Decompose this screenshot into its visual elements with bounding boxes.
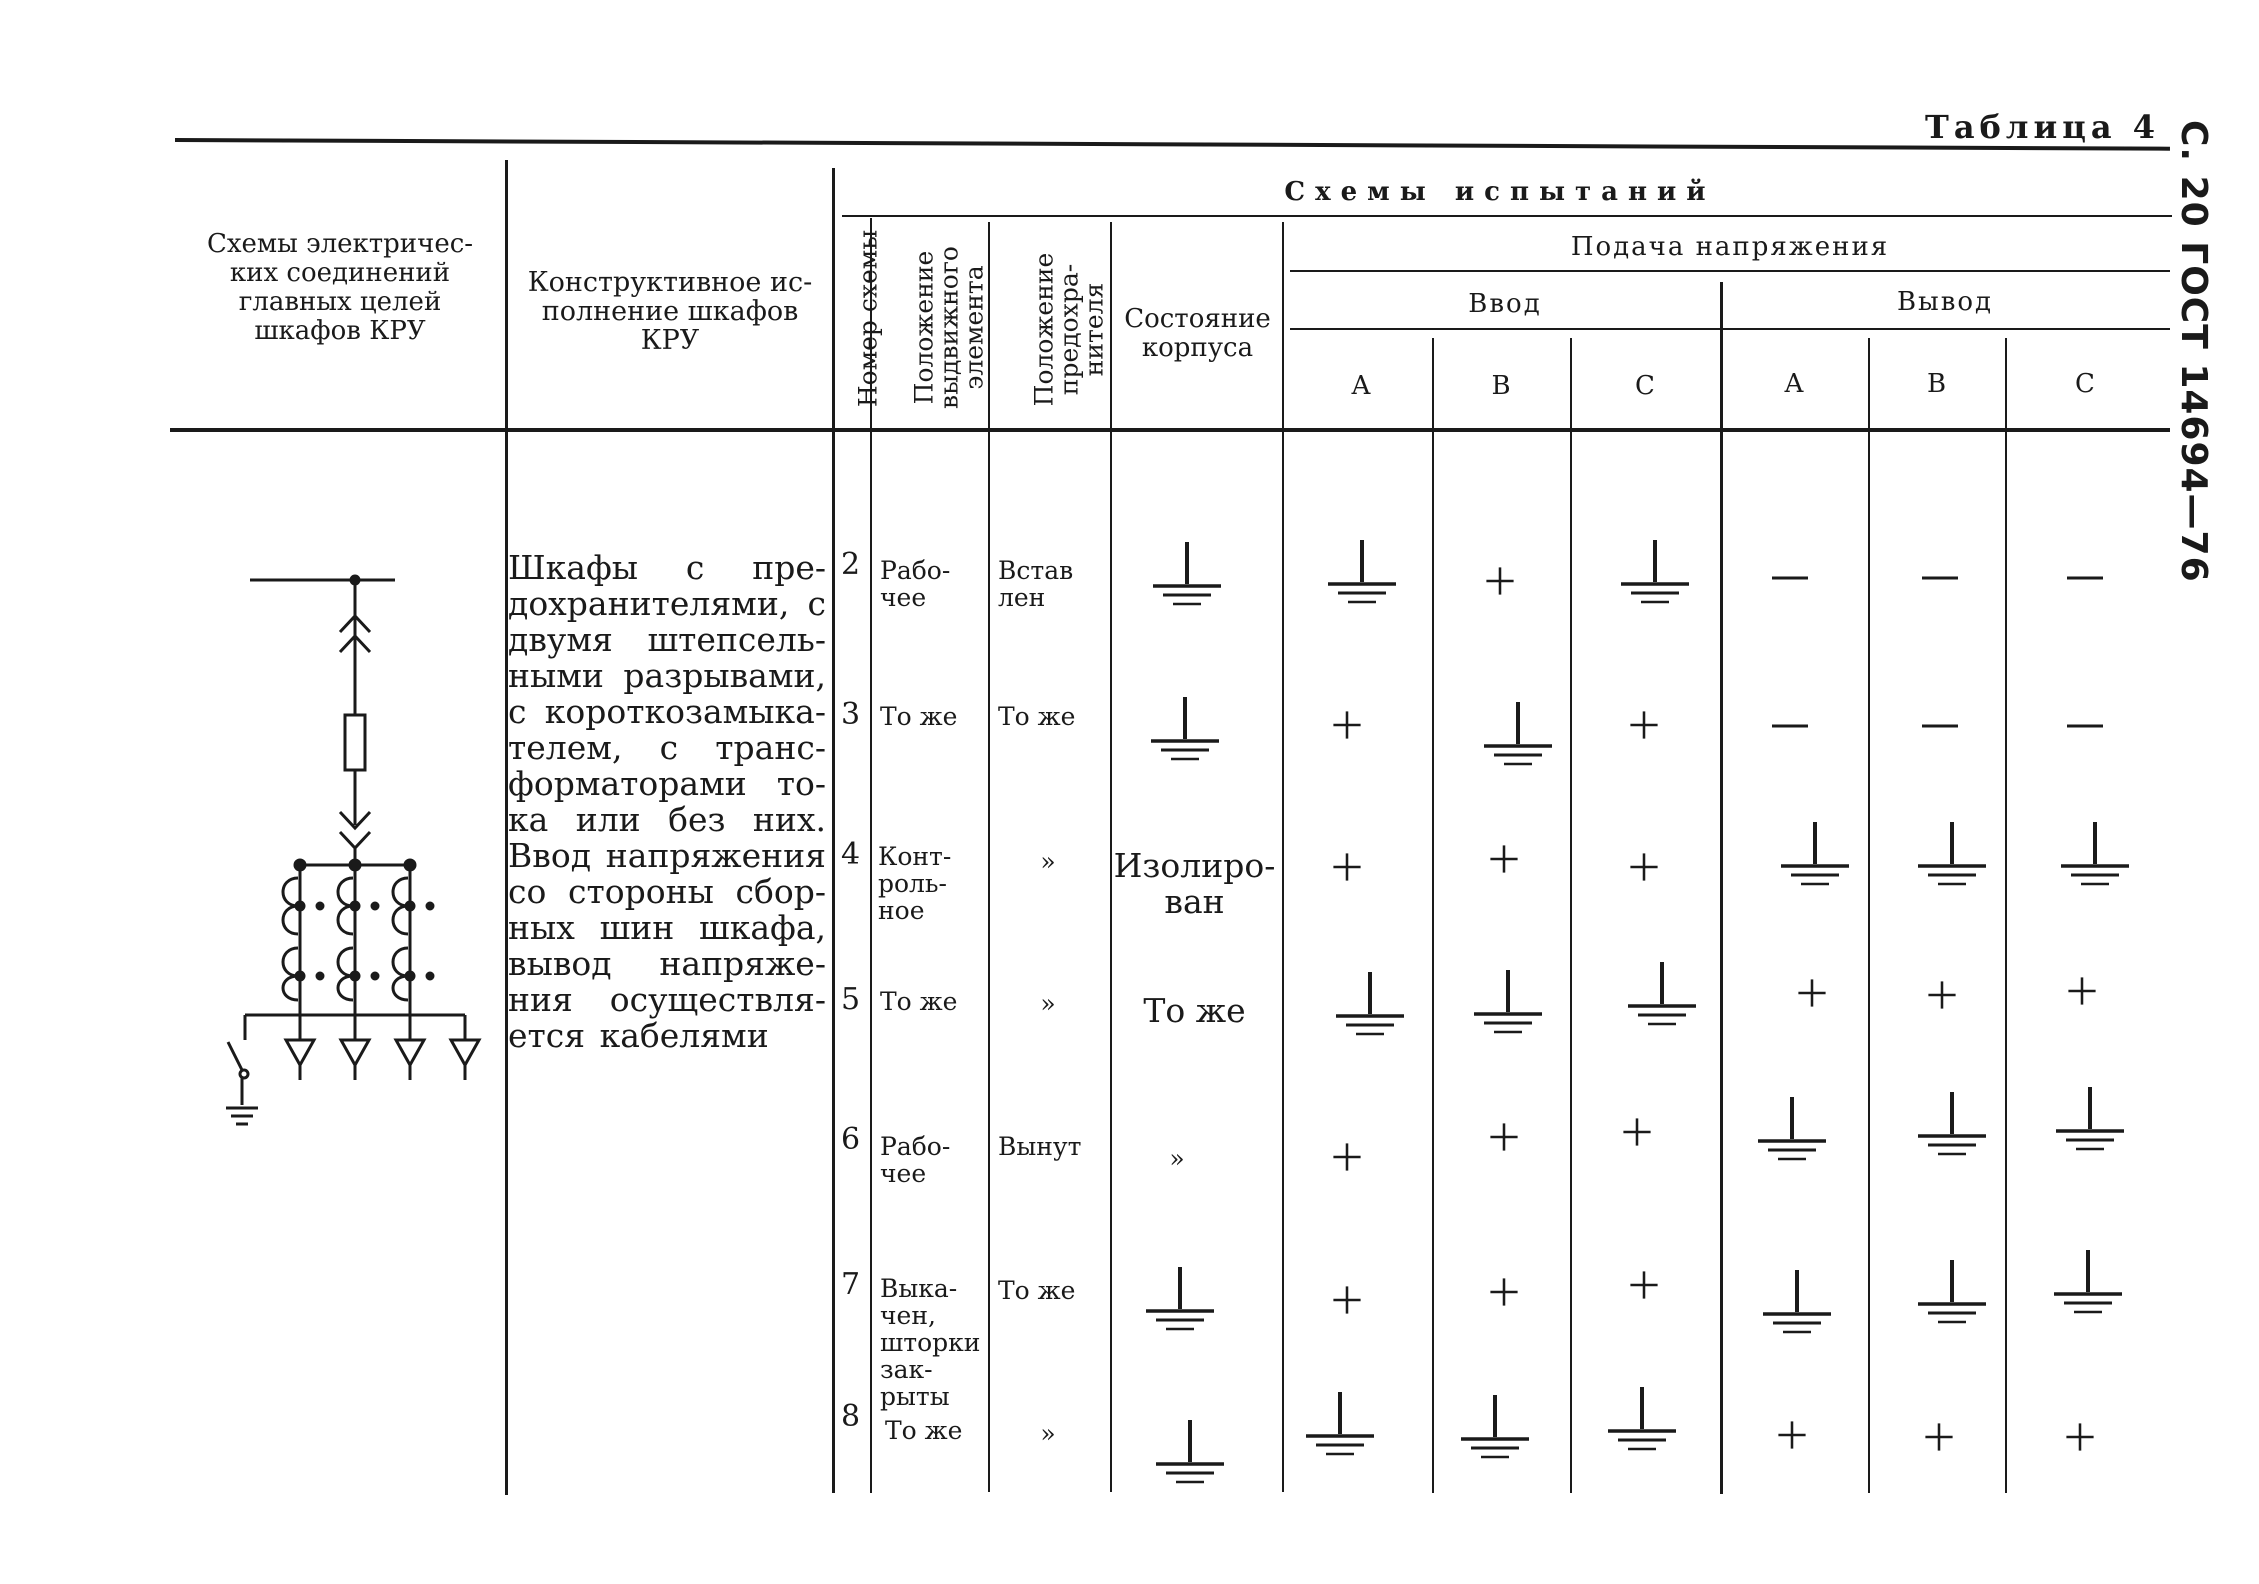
row-7-housing-ground-icon <box>1140 1265 1220 1335</box>
header-col2: Конструктивное ис-полнение шкафов КРУ <box>527 267 813 356</box>
row-4-input-c-plus-icon <box>1627 850 1661 884</box>
row-3-input-b-ground-icon <box>1478 700 1558 770</box>
row-3-output-a-minus-icon <box>1770 716 1810 736</box>
top-rule <box>175 138 2170 151</box>
row-2-housing-ground-icon <box>1147 540 1227 610</box>
row-7-number: 7 <box>841 1267 861 1302</box>
header-scheme-number: Номер схемы <box>853 229 883 408</box>
header-fuse: Положение предохра-нителя <box>1029 252 1109 407</box>
row-8-input-c-ground-icon <box>1602 1385 1682 1455</box>
row-4-housing: Изолиро-ван <box>1113 846 1276 921</box>
rule-below-test-schemes <box>842 215 2172 217</box>
header-input-b: В <box>1491 371 1511 401</box>
row-6-number: 6 <box>841 1122 861 1157</box>
vline-2 <box>832 168 835 1493</box>
header-output-c: С <box>2075 369 2095 399</box>
vline-7 <box>1432 338 1434 1493</box>
row-8-output-a-plus-icon <box>1775 1418 1809 1452</box>
row-7-output-c-ground-icon <box>2048 1248 2128 1318</box>
row-4-input-a-plus-icon <box>1330 850 1364 884</box>
row-7-input-c-plus-icon <box>1627 1268 1661 1302</box>
row-3-fuse: То же <box>998 702 1076 731</box>
row-3-number: 3 <box>841 697 861 732</box>
row-2-output-a-minus-icon <box>1770 568 1810 588</box>
row-5-output-c-plus-icon <box>2065 974 2099 1008</box>
row-3-housing-ground-icon <box>1145 695 1225 765</box>
header-col1: Схемы электричес-ких соединений главных целей шкафов КРУ <box>206 229 474 346</box>
row-2-output-c-minus-icon <box>2065 568 2105 588</box>
row-5-input-a-ground-icon <box>1330 970 1410 1040</box>
row-2-fuse: Встав лен <box>998 556 1074 612</box>
header-bottom-rule <box>170 428 2170 432</box>
row-2-input-c-ground-icon <box>1615 538 1695 608</box>
row-4-fuse: » <box>1040 847 1056 876</box>
row-8-output-b-plus-icon <box>1922 1420 1956 1454</box>
rule-below-voltage <box>1290 270 2170 272</box>
table-label: Таблица 4 <box>1925 108 2160 146</box>
vline-11 <box>2005 338 2007 1493</box>
row-7-fuse: То же <box>998 1276 1076 1305</box>
row-6-housing: » <box>1169 1144 1185 1173</box>
header-input-a: А <box>1351 371 1371 401</box>
cabinet-description: Шкафы с пре-дохранителями, с двумя штепсель-ными разрывами, с короткозамыка-телем, с транс-форматорами то-ка или без них. Ввод напряжения со стороны сбор-ных шин шкафа, вывод напряже-ния осуществля-ется кабелями <box>508 548 826 1055</box>
row-2-input-a-ground-icon <box>1322 538 1402 608</box>
row-4-output-c-ground-icon <box>2055 820 2135 890</box>
row-8-position: То же <box>885 1416 963 1445</box>
header-test-schemes: Схемы испытаний <box>1284 177 1716 207</box>
row-3-output-c-minus-icon <box>2065 716 2105 736</box>
header-output-a: А <box>1784 369 1804 399</box>
row-8-fuse: » <box>1040 1419 1056 1448</box>
row-3-output-b-minus-icon <box>1920 716 1960 736</box>
header-voltage: Подача напряжения <box>1570 232 1890 262</box>
row-3-input-a-plus-icon <box>1330 708 1364 742</box>
row-5-housing: То же <box>1143 991 1246 1030</box>
row-4-output-a-ground-icon <box>1775 820 1855 890</box>
row-4-output-b-ground-icon <box>1912 820 1992 890</box>
row-5-output-b-plus-icon <box>1925 978 1959 1012</box>
vline-10 <box>1868 338 1870 1493</box>
row-6-input-b-plus-icon <box>1487 1120 1521 1154</box>
header-input: Ввод <box>1468 289 1542 319</box>
row-5-number: 5 <box>841 982 861 1017</box>
header-withdrawable: Положение выдвижного элемента <box>909 246 989 409</box>
row-6-fuse: Вынут <box>998 1132 1082 1161</box>
row-7-input-a-plus-icon <box>1330 1283 1364 1317</box>
header-output-b: В <box>1926 369 1947 399</box>
row-6-position: Рабо-чее <box>880 1132 951 1188</box>
row-2-position: Рабо-чее <box>880 556 951 612</box>
header-housing: Состояние корпуса <box>1124 304 1271 363</box>
row-6-input-c-plus-icon <box>1620 1115 1654 1149</box>
row-8-number: 8 <box>841 1399 861 1434</box>
row-2-number: 2 <box>841 547 861 582</box>
row-4-input-b-plus-icon <box>1487 842 1521 876</box>
rule-below-input-output <box>1290 328 2170 330</box>
row-2-output-b-minus-icon <box>1920 568 1960 588</box>
row-6-output-b-ground-icon <box>1912 1090 1992 1160</box>
electrical-schematic <box>200 560 490 1140</box>
row-4-position: Конт-роль-ное <box>878 842 952 925</box>
row-6-output-c-ground-icon <box>2050 1085 2130 1155</box>
row-5-output-a-plus-icon <box>1795 976 1829 1010</box>
row-5-position: То же <box>880 987 958 1016</box>
row-7-output-a-ground-icon <box>1757 1268 1837 1338</box>
row-8-housing-ground-icon <box>1150 1418 1230 1488</box>
row-6-output-a-ground-icon <box>1752 1095 1832 1165</box>
header-output: Вывод <box>1896 287 1994 317</box>
row-5-fuse: » <box>1040 989 1056 1018</box>
row-3-position: То же <box>880 702 958 731</box>
row-6-input-a-plus-icon <box>1330 1140 1364 1174</box>
row-4-number: 4 <box>841 837 861 872</box>
row-7-position: Выка-чен, шторки зак-рыты <box>880 1274 981 1411</box>
row-7-input-b-plus-icon <box>1487 1275 1521 1309</box>
row-2-input-b-plus-icon <box>1483 564 1517 598</box>
row-8-output-c-plus-icon <box>2063 1420 2097 1454</box>
row-5-input-c-ground-icon <box>1622 960 1702 1030</box>
row-3-input-c-plus-icon <box>1627 708 1661 742</box>
vline-6 <box>1282 222 1284 1492</box>
side-header: С. 20 ГОСТ 14694—76 <box>2173 120 2214 583</box>
row-7-output-b-ground-icon <box>1912 1258 1992 1328</box>
row-8-input-b-ground-icon <box>1455 1393 1535 1463</box>
row-5-input-b-ground-icon <box>1468 968 1548 1038</box>
vline-9 <box>1720 282 1723 1494</box>
header-input-c: С <box>1635 371 1655 401</box>
vline-8 <box>1570 338 1572 1493</box>
row-8-input-a-ground-icon <box>1300 1390 1380 1460</box>
